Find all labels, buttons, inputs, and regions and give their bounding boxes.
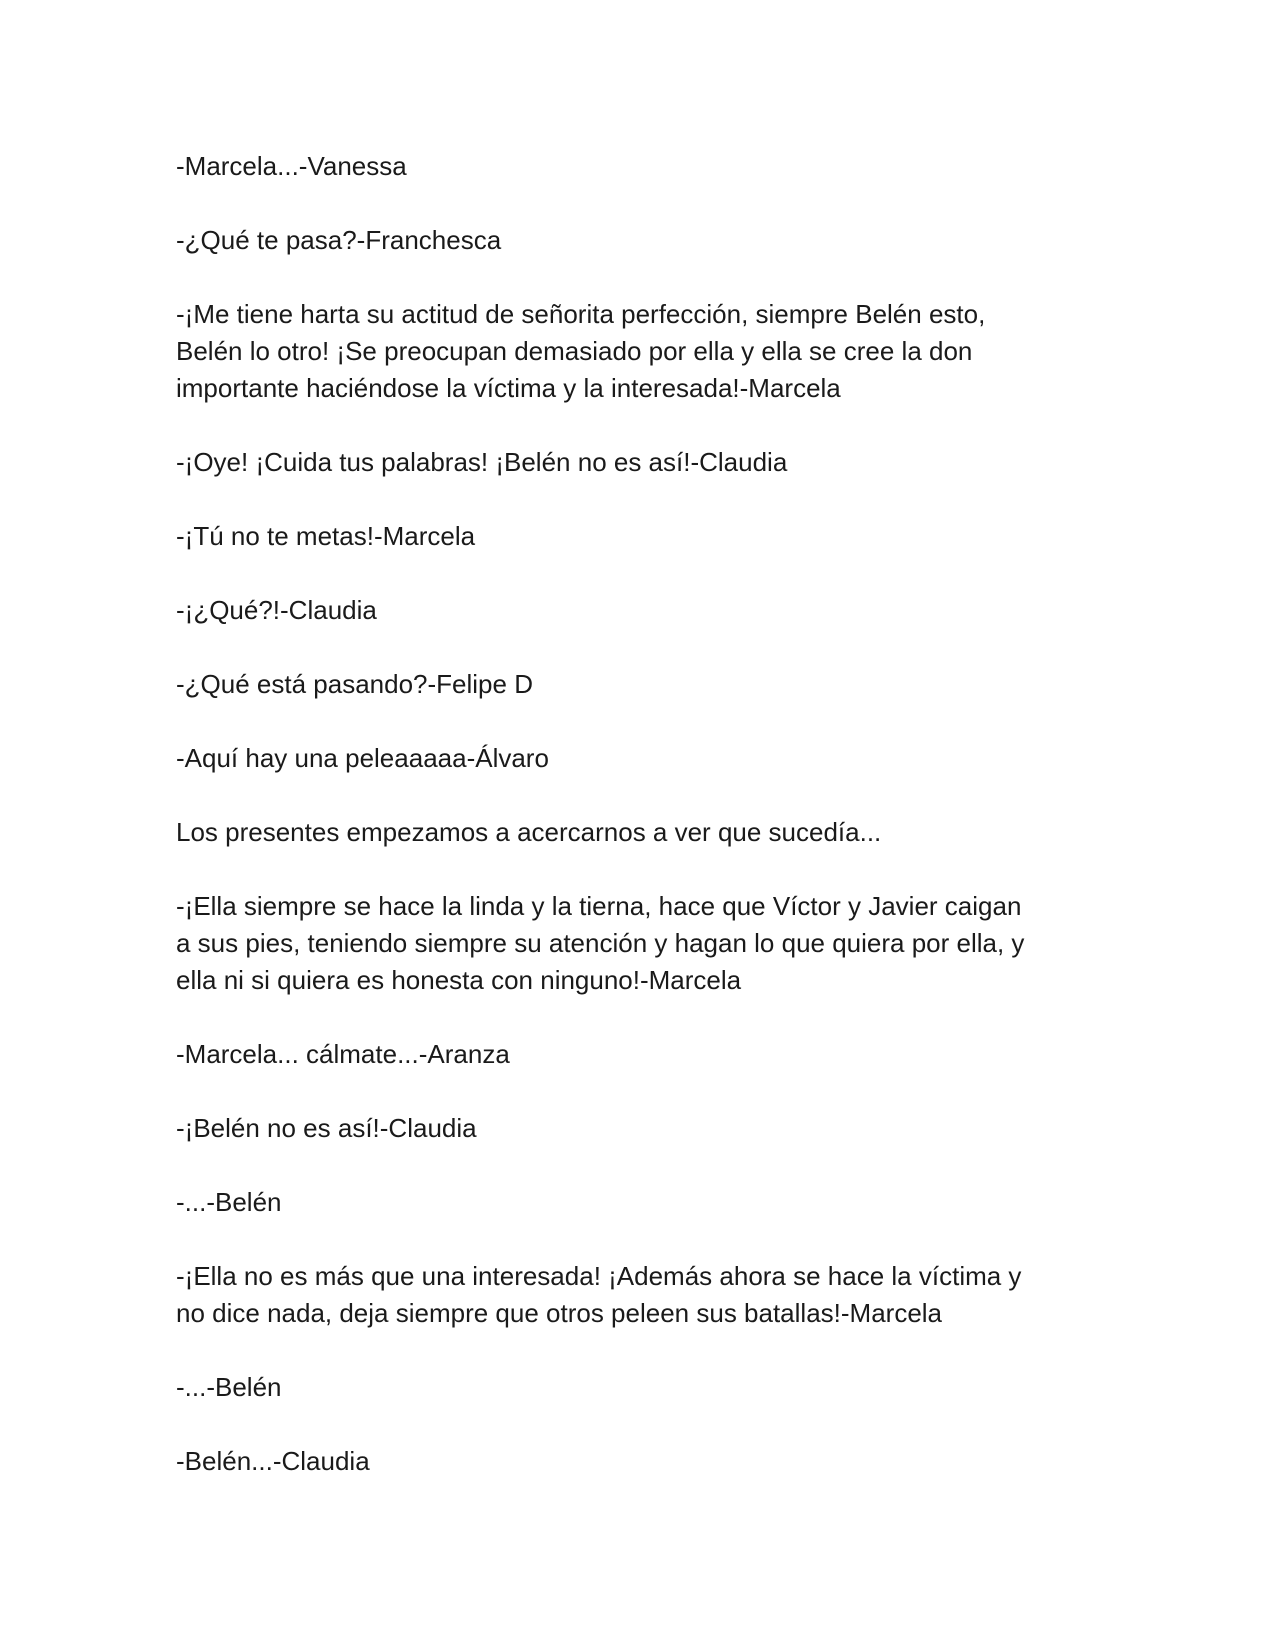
text-line: -...-Belén [176,1187,282,1217]
text-line: -...-Belén [176,1372,282,1402]
text-line: a sus pies, teniendo siempre su atención y hagan lo que quiera por ella, y [176,928,1025,958]
text-line: -¡Ella siempre se hace la linda y la tierna, hace que Víctor y Javier caigan [176,891,1022,921]
text-line: importante haciéndose la víctima y la interesada!-Marcela [176,373,841,403]
dialogue-line [176,1443,1096,1480]
dialogue-line [176,296,1096,407]
text-line: ella ni si quiera es honesta con ninguno!-Marcela [176,965,742,995]
text-line: -¡Me tiene harta su actitud de señorita perfección, siempre Belén esto, [176,299,986,329]
text-line: -¿Qué te pasa?-Franchesca [176,225,502,255]
text-line: no dice nada, deja siempre que otros peleen sus batallas!-Marcela [176,1298,943,1328]
dialogue-line [176,740,1096,777]
dialogue-line [176,888,1096,999]
narration-line [176,814,1096,851]
text-line: -¡Oye! ¡Cuida tus palabras! ¡Belén no es así!-Claudia [176,447,788,477]
dialogue-line [176,1369,1096,1406]
text-line: -¡Belén no es así!-Claudia [176,1113,477,1143]
text-line: -¡Tú no te metas!-Marcela [176,521,476,551]
dialogue-line [176,518,1096,555]
dialogue-line [176,1184,1096,1221]
dialogue-line [176,444,1096,481]
dialogue-line [176,1258,1096,1332]
text-line: -¿Qué está pasando?-Felipe D [176,669,533,699]
text-line: -Belén...-Claudia [176,1446,370,1476]
dialogue-line [176,1110,1096,1147]
text-line: Belén lo otro! ¡Se preocupan demasiado por ella y ella se cree la don [176,336,973,366]
text-line: Los presentes empezamos a acercarnos a ver que sucedía... [176,817,882,847]
text-line: -Aquí hay una peleaaaaa-Álvaro [176,743,549,773]
dialogue-line [176,1036,1096,1073]
dialogue-line [176,222,1096,259]
text-line: -¡¿Qué?!-Claudia [176,595,377,625]
text-line: -Marcela...-Vanessa [176,151,407,181]
dialogue-line [176,592,1096,629]
text-line: -¡Ella no es más que una interesada! ¡Además ahora se hace la víctima y [176,1261,1022,1291]
dialogue-line [176,666,1096,703]
dialogue-line [176,148,1096,185]
document-body [176,148,1096,1480]
text-line: -Marcela... cálmate...-Aranza [176,1039,510,1069]
